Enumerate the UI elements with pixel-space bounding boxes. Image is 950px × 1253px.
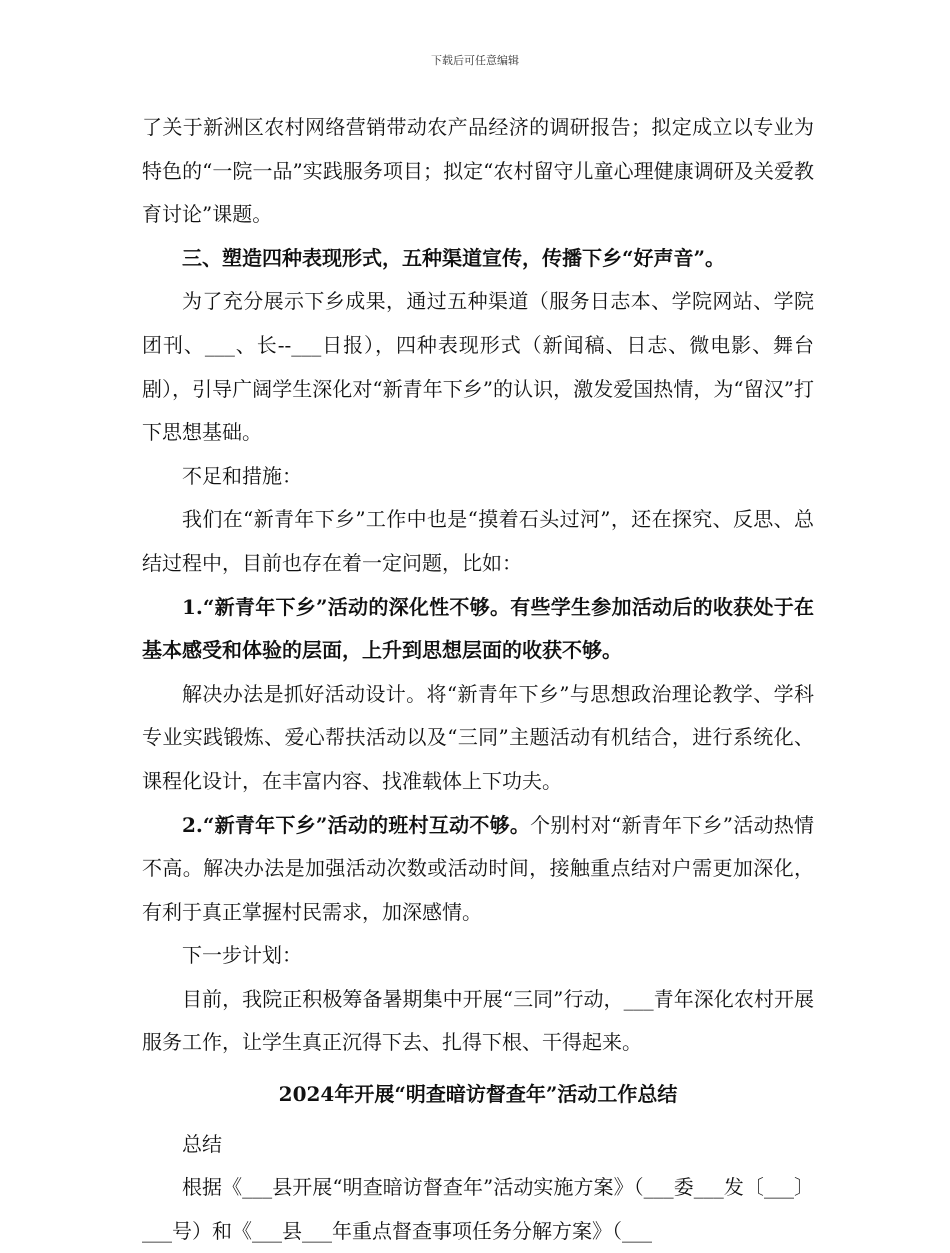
paragraph-solution-one: 解决办法是抓好活动设计。将“新青年下乡”与思想政治理论教学、学科专业实践锻炼、爱心帮扶活动以及“三同”主题活动有机结合，进行系统化、课程化设计，在丰富内容、找准载体上下功夫。 — [142, 681, 814, 793]
problem-two-body: 个别村对“新青年下乡”活动热情不高。解决办法是加强活动次数或活动时间，接触重点结对户需更加深化，有利于真正掌握村民需求，加深感情。 — [142, 812, 815, 924]
document-body — [142, 106, 814, 1253]
heading-next-steps: 下一步计划： — [182, 943, 302, 968]
heading-shortcomings: 不足和措施： — [182, 463, 302, 488]
paragraph-channels: 为了充分展示下乡成果，通过五种渠道（服务日志本、学院网站、学院团刊、___、长--___日报），四种表现形式（新闻稿、日志、微电影、舞台剧），引导广阔学生深化对“新青年下乡”的认识，激发爱国热情，为“留汉”打下思想基础。 — [142, 289, 814, 445]
paragraph-summary-label: 总结 — [182, 1131, 222, 1156]
paragraph-problem-two — [142, 804, 814, 935]
problem-two-heading: 2.“新青年下乡”活动的班村互动不够。 — [182, 812, 531, 837]
paragraph-basis: 根据《___县开展“明查暗访督查年”活动实施方案》（___委___发〔___〕___号）和《___县___年重点督查事项任务分解方案》（___ — [142, 1175, 814, 1243]
paragraph-next-steps: 目前，我院正积极筹备暑期集中开展“三同”行动，___青年深化农村开展服务工作，让学生真正沉得下去、扎得下根、干得起来。 — [142, 986, 814, 1055]
page-header: 下载后可任意编辑 — [431, 54, 519, 67]
heading-problem-one: 1.“新青年下乡”活动的深化性不够。有些学生参加活动后的收获处于在基本感受和体验的层面，上升到思想层面的收获不够。 — [142, 594, 814, 663]
paragraph-report-continuation: 了关于新洲区农村网络营销带动农产品经济的调研报告；拟定成立以专业为特色的“一院一品”实践服务项目；拟定“农村留守儿童心理健康调研及关爱教育讨论”课题。 — [142, 115, 814, 227]
heading-section-three: 三、塑造四种表现形式，五种渠道宣传，传播下乡“好声音”。 — [182, 245, 726, 270]
section-title: 2024年开展“明查暗访督查年”活动工作总结 — [278, 1082, 678, 1107]
paragraph-problems-intro: 我们在“新青年下乡”工作中也是“摸着石头过河”，还在探究、反思、总结过程中，目前也存在着一定问题，比如： — [142, 507, 814, 575]
